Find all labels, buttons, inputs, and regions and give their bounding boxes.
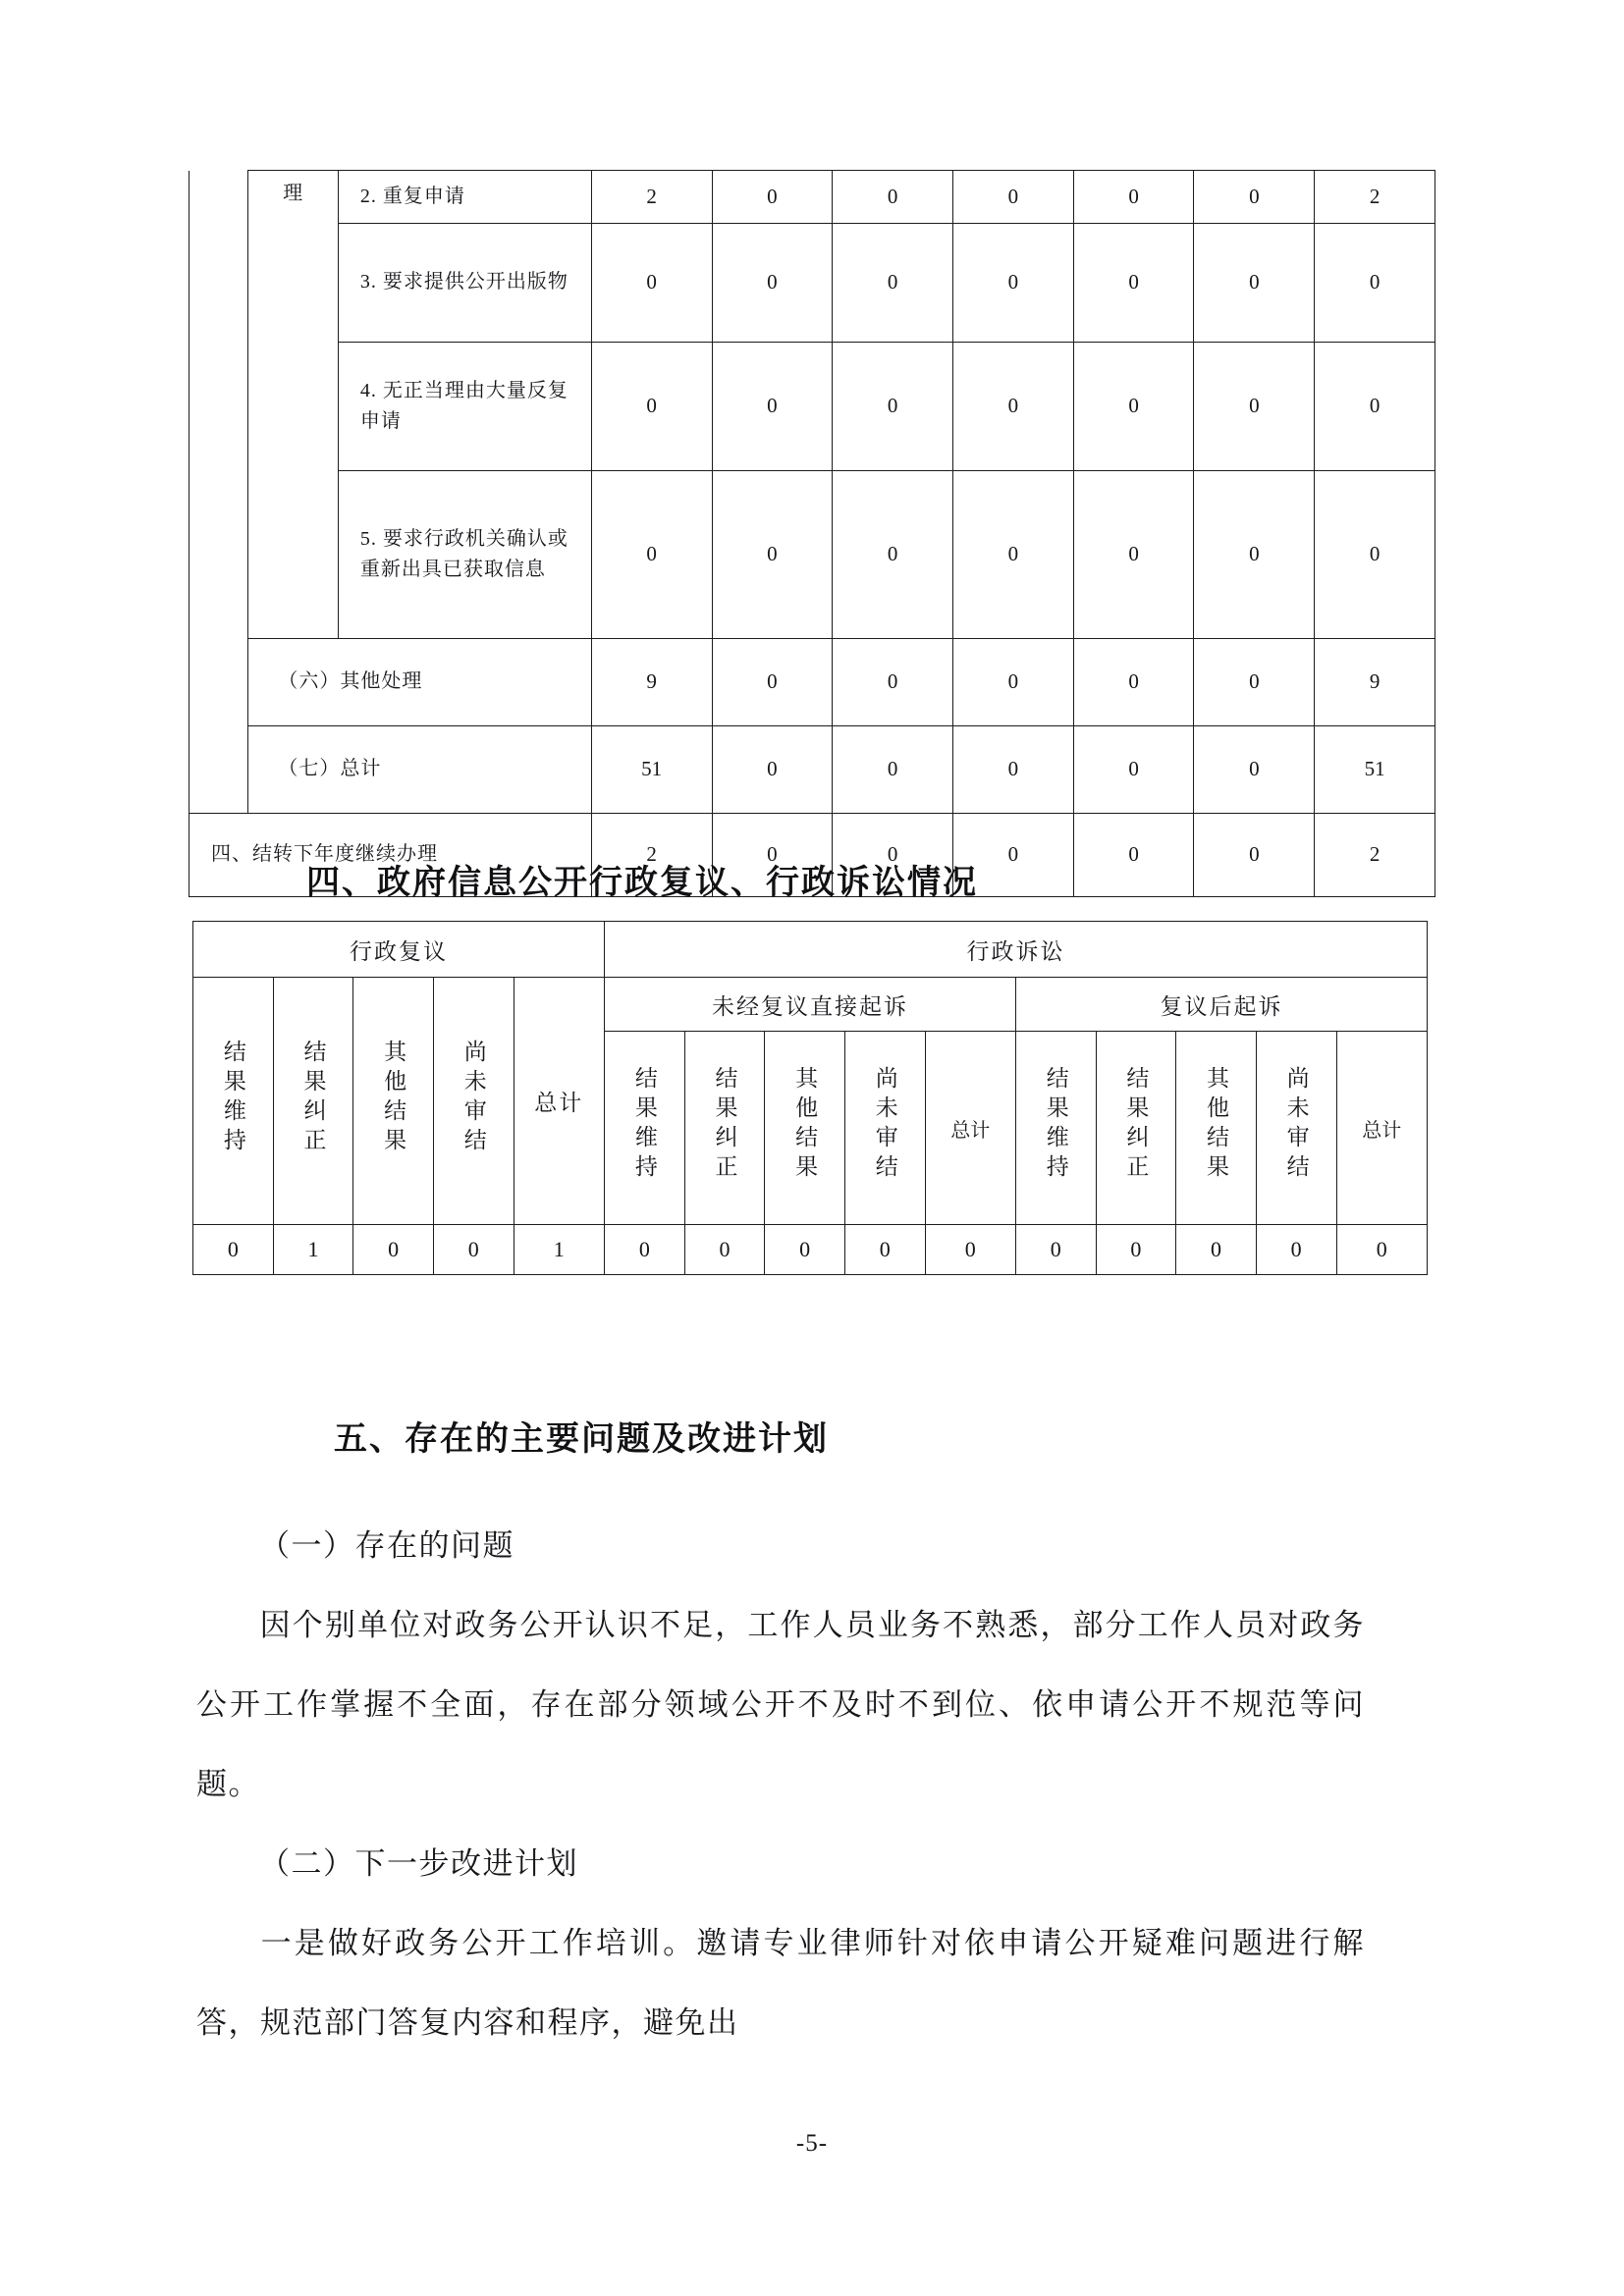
row-value: 0 (712, 813, 833, 896)
vertical-header-cell: 结果纠正 (684, 1032, 765, 1225)
row-value: 0 (1194, 725, 1315, 813)
row-value: 0 (953, 342, 1074, 470)
row-label: （七）总计 (248, 725, 591, 813)
row-value: 0 (1073, 638, 1194, 725)
table-row (193, 1225, 1428, 1275)
row-value: 51 (591, 725, 712, 813)
row-value: 0 (953, 813, 1074, 896)
row-value: 0 (925, 1225, 1015, 1275)
row-label: （六）其他处理 (248, 638, 591, 725)
row-value: 0 (1073, 470, 1194, 638)
row-value: 0 (433, 1225, 514, 1275)
row-value: 0 (1194, 223, 1315, 342)
review-litigation-table (192, 921, 1428, 1275)
row-label: 2. 重复申请 (338, 171, 591, 224)
row-value: 0 (1015, 1225, 1096, 1275)
row-value: 0 (712, 725, 833, 813)
row-value: 0 (833, 813, 953, 896)
vertical-header-cell: 尚未审结 (1256, 1032, 1336, 1225)
row-value: 0 (833, 223, 953, 342)
vertical-header-cell: 尚未审结 (844, 1032, 925, 1225)
row-value: 0 (605, 1225, 685, 1275)
row-value: 0 (712, 470, 833, 638)
row-value: 1 (273, 1225, 353, 1275)
subsection-2-body-text: 一是做好政务公开工作培训。邀请专业律师针对依申请公开疑难问题进行解答，规范部门答复内容和程序，避免出 (196, 1926, 1365, 2040)
row-value: 0 (953, 223, 1074, 342)
row-label: 5. 要求行政机关确认或重新出具已获取信息 (338, 470, 591, 638)
row-value: 0 (1194, 813, 1315, 896)
row-label: 3. 要求提供公开出版物 (338, 223, 591, 342)
row-value: 9 (1315, 638, 1435, 725)
row-value: 1 (514, 1225, 604, 1275)
row-value: 0 (833, 638, 953, 725)
row-value: 0 (1194, 470, 1315, 638)
row-value: 0 (1073, 223, 1194, 342)
subsection-1-body-text: 因个别单位对政务公开认识不足，工作人员业务不熟悉，部分工作人员对政务公开工作掌握不全面，存在部分领域公开不及时不到位、依申请公开不规范等问题。 (196, 1608, 1365, 1801)
group-header-litigation: 行政诉讼 (605, 922, 1428, 978)
row-value: 0 (833, 171, 953, 224)
table-row (189, 638, 1435, 725)
row-value: 0 (1315, 470, 1435, 638)
row-value: 0 (712, 171, 833, 224)
row-value: 0 (953, 725, 1074, 813)
row-value: 0 (193, 1225, 274, 1275)
row-value: 0 (1194, 638, 1315, 725)
vertical-header-cell: 结果维持 (605, 1032, 685, 1225)
row-value: 0 (712, 342, 833, 470)
row-value: 0 (1256, 1225, 1336, 1275)
row-label: 4. 无正当理由大量反复申请 (338, 342, 591, 470)
row-label: 四、结转下年度继续办理 (189, 813, 592, 896)
vertical-header-cell: 尚未审结 (433, 978, 514, 1225)
subsection-2-title-text: （二）下一步改进计划 (259, 1846, 578, 1881)
row-value: 0 (1073, 171, 1194, 224)
row-value: 0 (833, 470, 953, 638)
row-value: 0 (591, 342, 712, 470)
group-header-review: 行政复议 (193, 922, 605, 978)
row-value: 0 (953, 171, 1074, 224)
row-value: 0 (1315, 342, 1435, 470)
spine-label-cell: 理 (248, 171, 339, 639)
applications-handling-table (189, 170, 1435, 897)
row-value: 0 (1194, 171, 1315, 224)
table-row (189, 470, 1435, 638)
row-value: 2 (591, 813, 712, 896)
row-value: 0 (953, 638, 1074, 725)
section-5-heading: 五、存在的主要问题及改进计划 (334, 1419, 829, 1459)
table-header-row (193, 978, 1428, 1032)
table-row (189, 725, 1435, 813)
row-value: 9 (591, 638, 712, 725)
table-row (189, 223, 1435, 342)
row-value: 51 (1315, 725, 1435, 813)
row-value: 0 (1073, 725, 1194, 813)
table-row (189, 171, 1435, 224)
row-value: 2 (591, 171, 712, 224)
row-value: 0 (1336, 1225, 1428, 1275)
subsection-2-title (196, 1824, 1365, 1903)
row-value: 2 (1315, 813, 1435, 896)
row-value: 0 (353, 1225, 434, 1275)
vertical-header-cell: 其他结果 (353, 978, 434, 1225)
subsection-1-title (196, 1506, 1365, 1585)
header-cell-total: 总计 (925, 1032, 1015, 1225)
header-cell-total: 总计 (514, 978, 604, 1225)
header-cell-total: 总计 (1336, 1032, 1428, 1225)
vertical-header-cell: 其他结果 (765, 1032, 845, 1225)
row-value: 0 (684, 1225, 765, 1275)
vertical-header-cell: 结果维持 (1015, 1032, 1096, 1225)
row-value: 0 (1096, 1225, 1176, 1275)
vertical-header-cell: 结果维持 (193, 978, 274, 1225)
subsection-1-body (196, 1585, 1365, 1824)
row-value: 0 (1176, 1225, 1257, 1275)
row-value: 0 (591, 470, 712, 638)
table-header-row (193, 922, 1428, 978)
row-value: 0 (591, 223, 712, 342)
row-value: 0 (953, 470, 1074, 638)
vertical-header-cell: 其他结果 (1176, 1032, 1257, 1225)
vertical-header-cell: 结果纠正 (1096, 1032, 1176, 1225)
subsection-2-body (196, 1903, 1365, 2062)
row-value: 0 (844, 1225, 925, 1275)
outer-spine-cell (189, 171, 248, 814)
table-row (189, 342, 1435, 470)
vertical-header-cell: 结果纠正 (273, 978, 353, 1225)
row-value: 0 (833, 725, 953, 813)
row-value: 2 (1315, 171, 1435, 224)
row-value: 0 (1073, 813, 1194, 896)
row-value: 0 (833, 342, 953, 470)
row-value: 0 (1073, 342, 1194, 470)
page-number: -5- (795, 2130, 829, 2157)
row-value: 0 (1194, 342, 1315, 470)
sub-header-after-review-litigation: 复议后起诉 (1015, 978, 1427, 1032)
row-value: 0 (712, 223, 833, 342)
row-value: 0 (765, 1225, 845, 1275)
row-value: 0 (1315, 223, 1435, 342)
sub-header-direct-litigation: 未经复议直接起诉 (605, 978, 1016, 1032)
row-value: 0 (712, 638, 833, 725)
subsection-1-title-text: （一）存在的问题 (259, 1528, 514, 1563)
section-4-heading: 四、政府信息公开行政复议、行政诉讼情况 (306, 863, 978, 902)
